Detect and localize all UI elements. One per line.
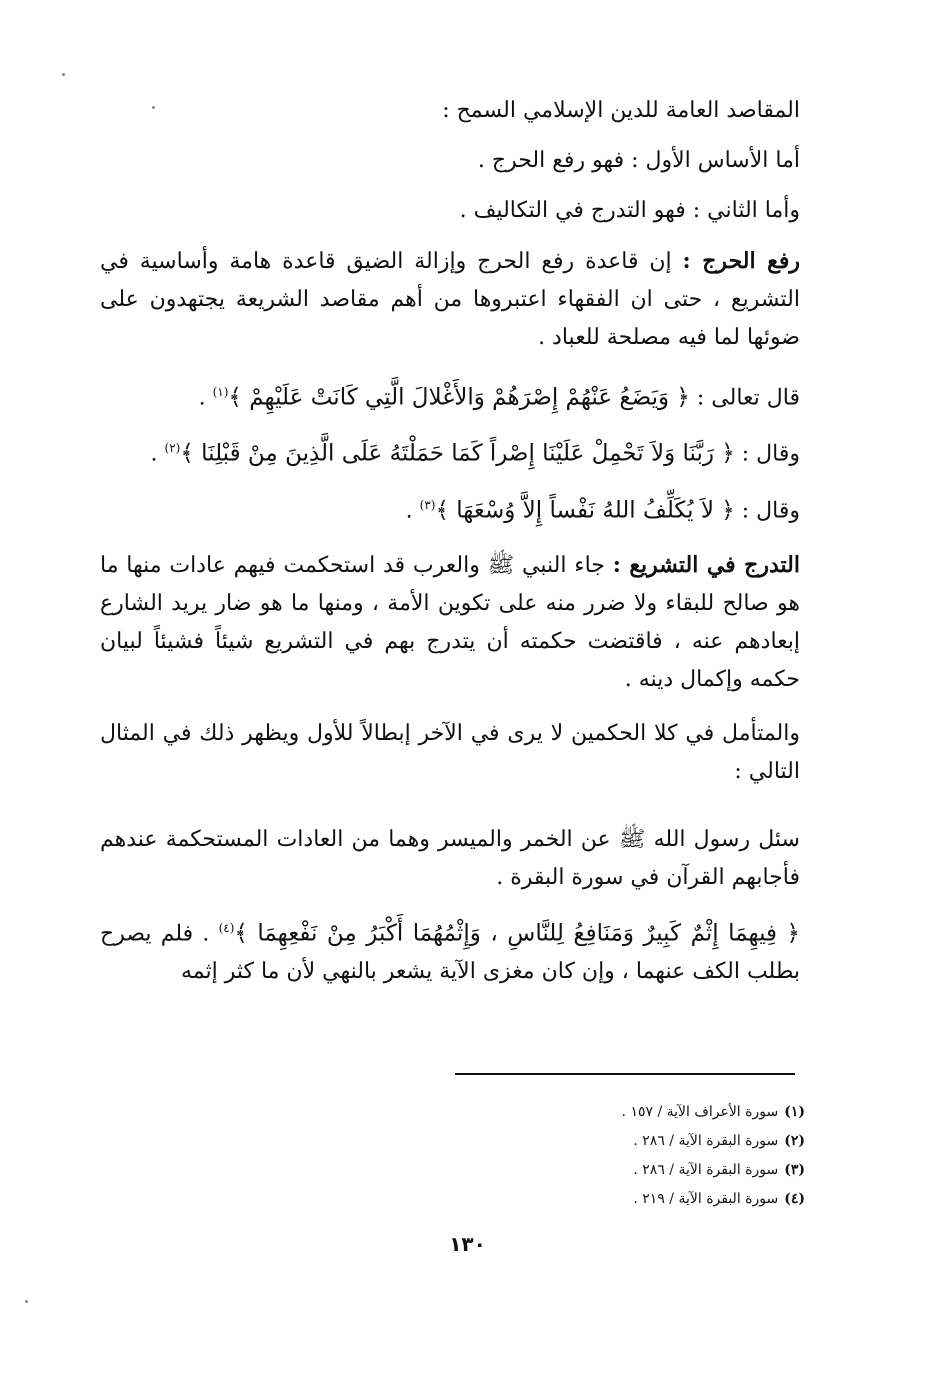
verse-4-rest: . فلم يصرح بطلب الكف عنهما ، وإن كان مغزى الآية يشعر بالنهي لأن ما كثر إثمه: [100, 921, 800, 985]
verse-4-text: ﴿ فِيهِمَا إِثْمٌ كَبِيرٌ وَمَنَافِعُ لِلنَّاسِ ، وَإِثْمُهُمَا أَكْبَرُ مِنْ نَفْعِهِمَا ﴾: [234, 920, 800, 947]
footnote-2-number: (٢): [784, 1133, 805, 1149]
verse-2: [100, 429, 800, 473]
verse-4-paragraph: [100, 909, 800, 991]
scan-speck: [152, 106, 155, 109]
footnote-4: [420, 1185, 805, 1214]
footnote-3-text: سورة البقرة الآية / ٢٨٦ .: [633, 1162, 779, 1178]
footnote-1: [420, 1098, 805, 1127]
footnote-4-text: سورة البقرة الآية / ٢١٩ .: [633, 1191, 779, 1207]
verse-1-suffix: .: [198, 385, 206, 411]
basis-second: وأما الثاني : فهو التدرج في التكاليف .: [459, 198, 800, 223]
footnote-1-text: سورة الأعراف الآية / ١٥٧ .: [621, 1104, 779, 1120]
scan-speck: [25, 1300, 28, 1303]
verse-2-prefix: وقال :: [741, 441, 800, 467]
footnotes: [420, 1098, 805, 1214]
scan-speck: [62, 73, 65, 76]
verse-2-text: ﴿ رَبَّنَا وَلاَ تَحْمِلْ عَلَيْنَا إِصْراً كَمَا حَمَلْتَهُ عَلَى الَّذِينَ مِنْ قَبْلِنَا ﴾: [180, 440, 735, 467]
verse-3-ref: (٣): [419, 497, 436, 512]
footnote-4-number: (٤): [784, 1191, 805, 1207]
verse-1-prefix: قال تعالى :: [696, 385, 800, 411]
verse-2-suffix: .: [150, 441, 158, 467]
page-number: ١٣٠: [449, 1232, 486, 1256]
raf-body: إن قاعدة رفع الحرج وإزالة الضيق قاعدة هامة وأساسية في التشريع ، حتى ان الفقهاء اعتبروها من أهم مقاصد الشريعة يجتهدون على ضوئها لما فيه مصلحة للعباد .: [100, 249, 800, 350]
tadarruj-paragraph: [100, 546, 800, 699]
intro-line: المقاصد العامة للدين الإسلامي السمح :: [442, 98, 800, 123]
verse-1-text: ﴿ وَيَضَعُ عَنْهُمْ إِصْرَهُمْ وَالأَغْلالَ الَّتِي كَانَتْ عَلَيْهِمْ ﴾: [228, 384, 690, 411]
tadarruj-body: جاء النبي ﷺ والعرب قد استحكمت فيهم عادات منها ما هو صالح للبقاء ولا ضرر منه على تكوين الأمة ، ومنها ما هو ضار يريد الشارع إبعادهم عنه ، فاقتضت حكمته أن يتدرج بهم في التشريع شيئاً فشيئاً لبيان حكمه وإكمال دينه .: [100, 552, 800, 692]
verse-3: [100, 486, 800, 530]
verse-3-suffix: .: [405, 497, 413, 523]
verse-3-prefix: وقال :: [741, 497, 800, 523]
verse-3-text: ﴿ لاَ يُكَلِّفُ اللهُ نَفْساً إِلاَّ وُسْعَهَا ﴾: [435, 496, 735, 523]
footnote-1-number: (١): [784, 1104, 805, 1120]
raf-paragraph: [100, 242, 800, 357]
mutaammil-paragraph: والمتأمل في كلا الحكمين لا يرى في الآخر إبطالاً للأول ويظهر ذلك في المثال التالي :: [100, 720, 800, 784]
verse-1-ref: (١): [212, 385, 229, 399]
verse-4-ref: (٤): [218, 920, 235, 935]
footnote-3-number: (٣): [784, 1162, 805, 1178]
tadarruj-heading: التدرج في التشريع :: [612, 551, 800, 578]
page-body: [100, 92, 800, 991]
suila-paragraph: سئل رسول الله ﷺ عن الخمر والميسر وهما من العادات المستحكمة عندهم فأجابهم القرآن في سورة البقرة .: [100, 826, 800, 890]
footnote-3: [420, 1156, 805, 1185]
footnote-2: [420, 1127, 805, 1156]
footnote-2-text: سورة البقرة الآية / ٢٨٦ .: [633, 1133, 779, 1149]
verse-1: [100, 373, 800, 417]
raf-heading: رفع الحرج :: [682, 248, 800, 274]
verse-2-ref: (٢): [164, 441, 181, 456]
footnote-divider: [455, 1073, 795, 1075]
basis-first: أما الأساس الأول : فهو رفع الحرج .: [477, 148, 800, 173]
